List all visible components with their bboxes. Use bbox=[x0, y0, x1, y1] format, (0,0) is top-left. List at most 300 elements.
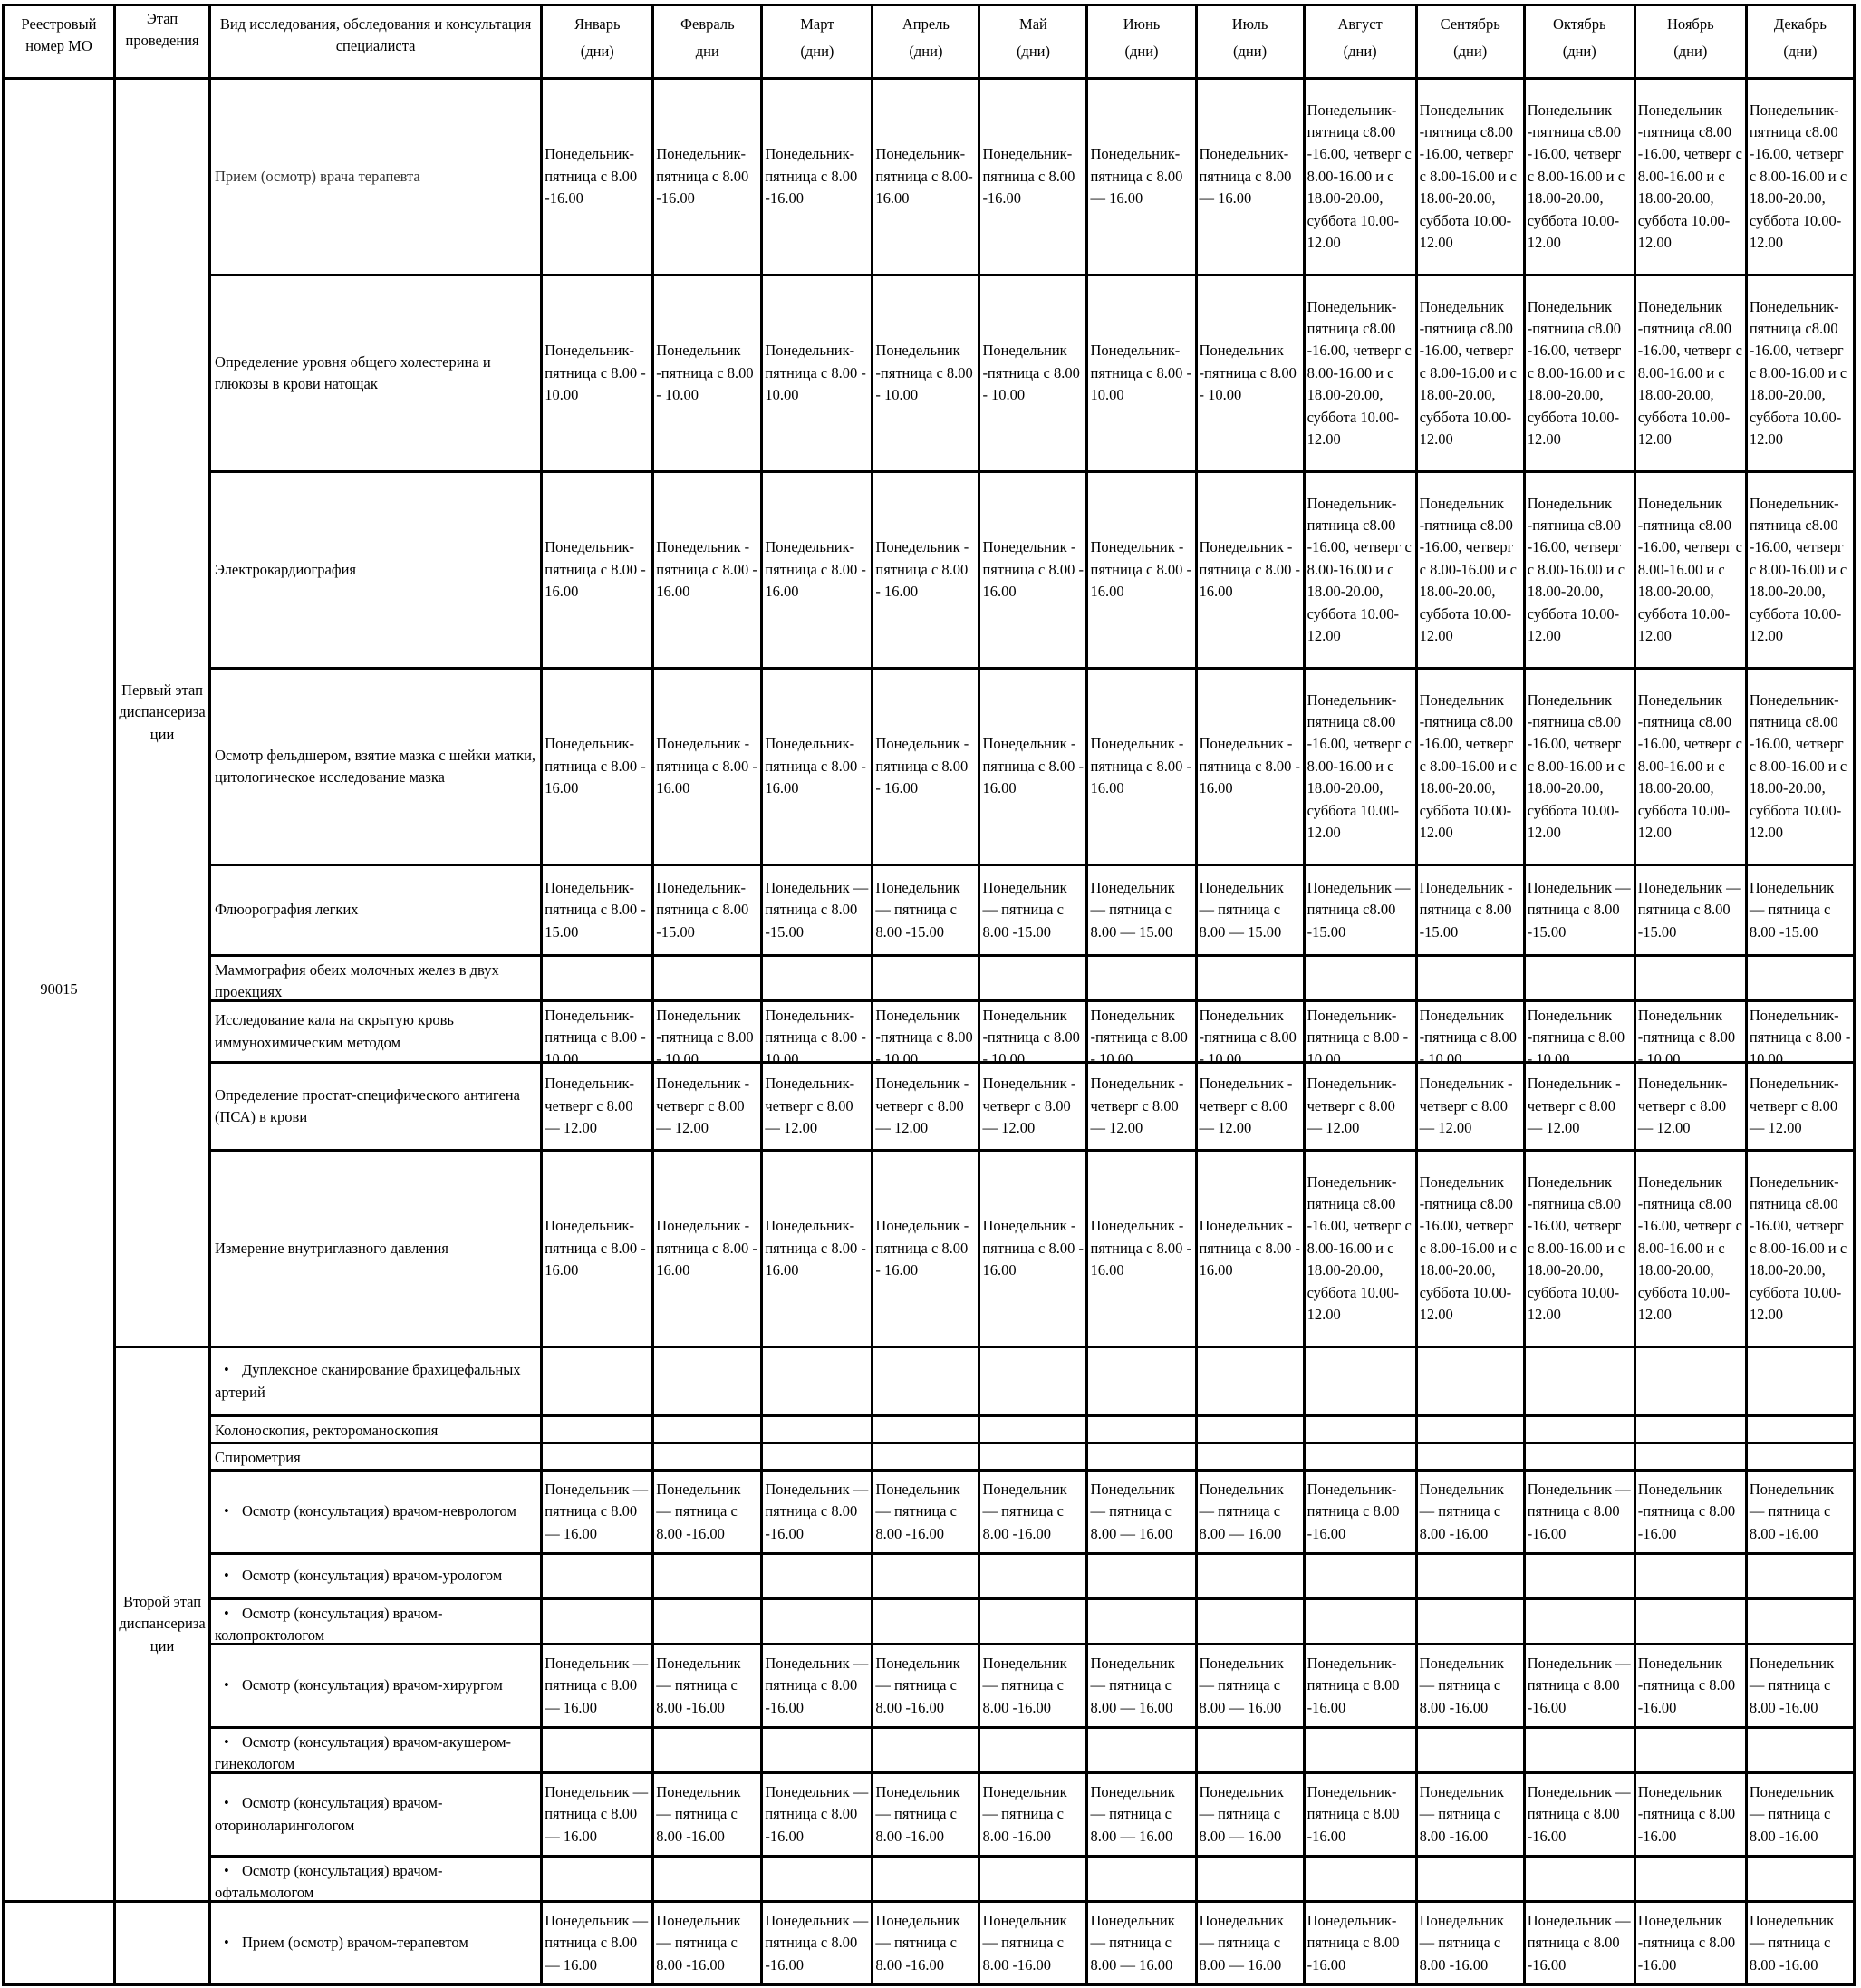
schedule-cell bbox=[1416, 1443, 1524, 1471]
schedule-text: Понедельник -пятница с8.00 -16.00, четверг с 8.00-16.00 и с 18.00-20.00, суббота 10.00-12.00 bbox=[1527, 494, 1625, 645]
service-name-cell bbox=[210, 865, 542, 956]
schedule-cell bbox=[1524, 1645, 1634, 1728]
schedule-text: Понедельник -пятница с8.00 -16.00, четверг с 8.00-16.00 и с 18.00-20.00, суббота 10.00-12.00 bbox=[1637, 690, 1742, 842]
schedule-cell bbox=[1087, 1599, 1196, 1645]
schedule-cell bbox=[1196, 1599, 1304, 1645]
schedule-text: Понедельник-пятница с 8.00 -16.00 bbox=[1307, 1654, 1400, 1716]
table-row bbox=[4, 956, 1855, 1001]
schedule-cell bbox=[1746, 1645, 1854, 1728]
schedule-cell bbox=[1524, 956, 1634, 1001]
schedule-text: Понедельник -пятница с8.00 -16.00, четверг с 8.00-16.00 и с 18.00-20.00, суббота 10.00-12.00 bbox=[1637, 101, 1742, 252]
schedule-cell bbox=[542, 1443, 653, 1471]
schedule-cell bbox=[979, 956, 1087, 1001]
schedule-text: Понедельник — пятница с 8.00 -16.00 bbox=[875, 1911, 960, 1974]
schedule-cell bbox=[1304, 1645, 1416, 1728]
schedule-text: Понедельник-пятница с8.00 -16.00, четверг с 8.00-16.00 и с 18.00-20.00, суббота 10.00-12.00 bbox=[1307, 297, 1412, 449]
schedule-text: Понедельник-пятница с 8.00 - 10.00 bbox=[545, 342, 646, 404]
schedule-text: Понедельник-пятница с8.00 -16.00, четверг с 8.00-16.00 и с 18.00-20.00, суббота 10.00-12.00 bbox=[1307, 494, 1412, 645]
schedule-text: Понедельник - пятница с 8.00 - 16.00 bbox=[1090, 1217, 1191, 1279]
service-name: Определение простат-специфического антигена (ПСА) в крови bbox=[215, 1086, 520, 1125]
schedule-cell bbox=[1634, 1471, 1746, 1554]
schedule-text: Понедельник-пятница с 8.00 - 10.00 bbox=[765, 1006, 866, 1068]
schedule-cell bbox=[873, 956, 979, 1001]
schedule-text: Понедельник — пятница с 8.00 — 16.00 bbox=[545, 1911, 649, 1974]
schedule-text: Понедельник -пятница с 8.00 - 10.00 bbox=[875, 1006, 973, 1068]
schedule-cell bbox=[653, 956, 762, 1001]
schedule-text: Понедельник — пятница с 8.00 — 16.00 bbox=[545, 1480, 649, 1542]
schedule-cell bbox=[1416, 472, 1524, 669]
schedule-cell bbox=[979, 1001, 1087, 1068]
service-name: Прием (осмотр) врача терапевта bbox=[215, 167, 420, 185]
schedule-cell bbox=[1634, 1599, 1746, 1645]
table-row bbox=[4, 1554, 1855, 1599]
schedule-cell bbox=[1196, 1443, 1304, 1471]
service-name-cell bbox=[210, 1471, 542, 1554]
schedule-cell bbox=[873, 275, 979, 472]
schedule-cell bbox=[762, 79, 873, 275]
service-name-cell bbox=[210, 1599, 542, 1645]
schedule-cell bbox=[762, 1151, 873, 1347]
table-row bbox=[4, 1471, 1855, 1554]
schedule-cell bbox=[1746, 1902, 1854, 1985]
schedule-text: Понедельник — пятница с 8.00 -15.00 bbox=[1637, 878, 1741, 941]
schedule-text: Понедельник - пятница с 8.00 - 16.00 bbox=[982, 735, 1084, 797]
schedule-text: Понедельник — пятница с 8.00 -16.00 bbox=[1527, 1480, 1631, 1542]
schedule-cell bbox=[1087, 1471, 1196, 1554]
service-name: Определение уровня общего холестерина и глюкозы в крови натощак bbox=[215, 352, 491, 392]
schedule-cell bbox=[873, 1347, 979, 1416]
schedule-cell bbox=[1746, 669, 1854, 865]
schedule-cell bbox=[1746, 1443, 1854, 1471]
service-name-cell bbox=[210, 1443, 542, 1471]
schedule-cell bbox=[979, 865, 1087, 956]
schedule-cell bbox=[1524, 1443, 1634, 1471]
schedule-text: Понедельник -пятница с 8.00 -16.00 bbox=[1637, 1654, 1736, 1716]
schedule-text: Понедельник-пятница с 8.00 - 16.00 bbox=[765, 538, 866, 601]
service-name-cell bbox=[210, 1857, 542, 1902]
schedule-cell bbox=[979, 1728, 1087, 1773]
schedule-text: Понедельник — пятница с 8.00 -16.00 bbox=[656, 1782, 741, 1845]
schedule-cell bbox=[873, 1471, 979, 1554]
schedule-cell bbox=[1524, 1773, 1634, 1857]
schedule-cell bbox=[653, 1471, 762, 1554]
service-name: Осмотр (консультация) врачом-оториноларингологом bbox=[215, 1794, 443, 1834]
schedule-text: Понедельник-четверг с 8.00 — 12.00 bbox=[1637, 1075, 1728, 1137]
schedule-text: Понедельник -пятница с8.00 -16.00, четверг с 8.00-16.00 и с 18.00-20.00, суббота 10.00-12.00 bbox=[1419, 297, 1518, 449]
schedule-text: Понедельник - пятница с 8.00 - 16.00 bbox=[982, 538, 1084, 601]
schedule-cell bbox=[542, 956, 653, 1001]
schedule-cell bbox=[542, 1063, 653, 1151]
schedule-text: Понедельник — пятница с8.00 -15.00 bbox=[1307, 878, 1411, 941]
schedule-cell bbox=[1196, 1347, 1304, 1416]
schedule-text: Понедельник - пятница с 8.00 - 16.00 bbox=[656, 538, 757, 601]
schedule-text: Понедельник -пятница с 8.00 - 10.00 bbox=[656, 1006, 754, 1068]
schedule-text: Понедельник — пятница с 8.00 -16.00 bbox=[1749, 1480, 1835, 1542]
schedule-cell bbox=[1304, 1347, 1416, 1416]
schedule-text: Понедельник — пятница с 8.00 -16.00 bbox=[1749, 1782, 1835, 1845]
schedule-text: Понедельник-пятница с 8.00 -16.00 bbox=[545, 145, 638, 207]
reg-number-cell: 90015 bbox=[4, 79, 115, 1902]
schedule-text: Понедельник-пятница с 8.00 - 16.00 bbox=[765, 735, 866, 797]
schedule-cell bbox=[653, 865, 762, 956]
schedule-text: Понедельник-четверг с 8.00 — 12.00 bbox=[1307, 1075, 1397, 1137]
schedule-cell bbox=[1196, 1645, 1304, 1728]
schedule-text: Понедельник-пятница с 8.00 — 16.00 bbox=[1199, 145, 1292, 207]
schedule-cell bbox=[873, 1554, 979, 1599]
schedule-text: Понедельник -пятница с 8.00 - 10.00 bbox=[982, 342, 1080, 404]
schedule-text: Понедельник — пятница с 8.00 -16.00 bbox=[765, 1654, 869, 1716]
schedule-cell bbox=[542, 1001, 653, 1068]
service-name-cell bbox=[210, 1902, 542, 1985]
schedule-cell bbox=[1634, 956, 1746, 1001]
col-header-month: Август (дни) bbox=[1304, 5, 1416, 79]
table-row bbox=[4, 669, 1855, 865]
schedule-cell bbox=[1087, 1773, 1196, 1857]
schedule-cell bbox=[1634, 1645, 1746, 1728]
schedule-text: Понедельник - четверг с 8.00 — 12.00 bbox=[875, 1075, 969, 1137]
schedule-text: Понедельник-пятница с8.00 -16.00, четверг с 8.00-16.00 и с 18.00-20.00, суббота 10.00-12.00 bbox=[1749, 690, 1847, 842]
schedule-cell bbox=[979, 669, 1087, 865]
schedule-text: Понедельник — пятница с 8.00 -15.00 bbox=[875, 878, 960, 941]
schedule-cell bbox=[1416, 669, 1524, 865]
schedule-cell bbox=[1196, 1857, 1304, 1902]
service-name-cell bbox=[210, 1773, 542, 1857]
schedule-text: Понедельник - пятница с 8.00 - 16.00 bbox=[875, 538, 969, 601]
schedule-text: Понедельник -пятница с8.00 -16.00, четверг с 8.00-16.00 и с 18.00-20.00, суббота 10.00-12.00 bbox=[1637, 1173, 1742, 1324]
service-name-cell bbox=[210, 1001, 542, 1063]
schedule-cell bbox=[1087, 1001, 1196, 1068]
schedule-text: Понедельник — пятница с 8.00 -15.00 bbox=[982, 878, 1067, 941]
schedule-text: Понедельник -пятница с8.00 -16.00, четверг с 8.00-16.00 и с 18.00-20.00, суббота 10.00-12.00 bbox=[1419, 1173, 1518, 1324]
schedule-cell bbox=[762, 1416, 873, 1443]
table-row bbox=[4, 472, 1855, 669]
schedule-text: Понедельник — пятница с 8.00 -16.00 bbox=[1419, 1480, 1504, 1542]
schedule-cell bbox=[542, 669, 653, 865]
schedule-cell bbox=[1087, 472, 1196, 669]
schedule-cell bbox=[1746, 1857, 1854, 1902]
table-row bbox=[4, 1151, 1855, 1347]
schedule-cell bbox=[762, 1645, 873, 1728]
schedule-text: Понедельник -пятница с 8.00 - 10.00 bbox=[1090, 1006, 1188, 1068]
schedule-cell bbox=[762, 1471, 873, 1554]
schedule-cell bbox=[1634, 472, 1746, 669]
schedule-text: Понедельник-пятница с8.00 -16.00, четверг с 8.00-16.00 и с 18.00-20.00, суббота 10.00-12.00 bbox=[1749, 297, 1847, 449]
schedule-cell bbox=[762, 1902, 873, 1985]
schedule-text: Понедельник-пятница с 8.00 -16.00 bbox=[656, 145, 749, 207]
schedule-cell bbox=[1746, 79, 1854, 275]
schedule-cell bbox=[1196, 79, 1304, 275]
schedule-cell bbox=[762, 1001, 873, 1068]
col-header-month: Декабрь (дни) bbox=[1746, 5, 1854, 79]
schedule-cell bbox=[1634, 1554, 1746, 1599]
schedule-cell bbox=[1416, 79, 1524, 275]
schedule-cell bbox=[1087, 865, 1196, 956]
schedule-cell bbox=[1634, 865, 1746, 956]
table-row bbox=[4, 1063, 1855, 1151]
schedule-cell bbox=[873, 1902, 979, 1985]
schedule-text: Понедельник-пятница с 8.00 - 16.00 bbox=[545, 735, 646, 797]
service-name: Маммография обеих молочных желез в двух проекциях bbox=[215, 960, 499, 1000]
schedule-cell bbox=[1746, 1471, 1854, 1554]
schedule-cell bbox=[1416, 1728, 1524, 1773]
schedule-cell bbox=[1304, 1063, 1416, 1151]
schedule-cell bbox=[1634, 1773, 1746, 1857]
schedule-cell bbox=[1416, 1063, 1524, 1151]
schedule-cell bbox=[1087, 956, 1196, 1001]
schedule-text: Понедельник — пятница с 8.00 -16.00 bbox=[1749, 1911, 1835, 1974]
schedule-cell bbox=[1196, 275, 1304, 472]
schedule-cell bbox=[1087, 1728, 1196, 1773]
schedule-cell bbox=[1304, 1728, 1416, 1773]
schedule-cell bbox=[653, 1554, 762, 1599]
schedule-cell bbox=[653, 1416, 762, 1443]
schedule-cell bbox=[762, 1554, 873, 1599]
schedule-cell bbox=[873, 79, 979, 275]
table-row bbox=[4, 1001, 1855, 1063]
schedule-text: Понедельник - пятница с 8.00 - 16.00 bbox=[982, 1217, 1084, 1279]
schedule-text: Понедельник -пятница с8.00 -16.00, четверг с 8.00-16.00 и с 18.00-20.00, суббота 10.00-12.00 bbox=[1419, 690, 1518, 842]
schedule-text: Понедельник — пятница с 8.00 -16.00 bbox=[1527, 1654, 1631, 1716]
schedule-text: Понедельник — пятница с 8.00 — 15.00 bbox=[1090, 878, 1175, 941]
table-row bbox=[4, 1599, 1855, 1645]
schedule-text: Понедельник — пятница с 8.00 -16.00 bbox=[1419, 1782, 1504, 1845]
schedule-cell bbox=[542, 1151, 653, 1347]
schedule-cell bbox=[1304, 1902, 1416, 1985]
schedule-cell bbox=[1087, 1347, 1196, 1416]
schedule-cell bbox=[653, 1728, 762, 1773]
col-header-month: Май (дни) bbox=[979, 5, 1087, 79]
col-header-stage: Этап проведения bbox=[115, 5, 210, 79]
schedule-text: Понедельник -пятница с 8.00 - 10.00 bbox=[656, 342, 754, 404]
schedule-cell bbox=[1087, 1554, 1196, 1599]
schedule-text: Понедельник -пятница с8.00 -16.00, четверг с 8.00-16.00 и с 18.00-20.00, суббота 10.00-12.00 bbox=[1637, 297, 1742, 449]
schedule-text: Понедельник -пятница с8.00 -16.00, четверг с 8.00-16.00 и с 18.00-20.00, суббота 10.00-12.00 bbox=[1637, 494, 1742, 645]
table-row bbox=[4, 1728, 1855, 1773]
schedule-cell bbox=[979, 79, 1087, 275]
schedule-cell bbox=[1746, 275, 1854, 472]
schedule-cell bbox=[1524, 1471, 1634, 1554]
schedule-text: Понедельник -пятница с 8.00 - 10.00 bbox=[1419, 1006, 1518, 1068]
schedule-cell bbox=[979, 275, 1087, 472]
schedule-cell bbox=[873, 1151, 979, 1347]
schedule-text: Понедельник — пятница с 8.00 — 16.00 bbox=[1090, 1911, 1175, 1974]
schedule-text: Понедельник — пятница с 8.00 — 16.00 bbox=[545, 1654, 649, 1716]
service-name-cell bbox=[210, 79, 542, 275]
schedule-text: Понедельник-пятница с 8.00 - 15.00 bbox=[545, 878, 646, 941]
schedule-cell bbox=[762, 1728, 873, 1773]
service-name: Флюорография легких bbox=[215, 901, 359, 919]
schedule-cell bbox=[1196, 1063, 1304, 1151]
schedule-cell bbox=[542, 1645, 653, 1728]
schedule-cell bbox=[1196, 865, 1304, 956]
schedule-text: Понедельник -пятница с 8.00 -16.00 bbox=[1637, 1911, 1736, 1974]
schedule-cell bbox=[979, 1645, 1087, 1728]
schedule-text: Понедельник -пятница с 8.00 - 10.00 bbox=[1199, 1006, 1297, 1068]
service-name: Электрокардиография bbox=[215, 560, 356, 578]
schedule-text: Понедельник - пятница с 8.00 - 16.00 bbox=[1199, 735, 1301, 797]
table-row bbox=[4, 1773, 1855, 1857]
schedule-cell bbox=[762, 1857, 873, 1902]
service-name-cell bbox=[210, 1645, 542, 1728]
schedule-cell bbox=[653, 1902, 762, 1985]
service-name: Осмотр (консультация) врачом-урологом bbox=[242, 1567, 503, 1585]
schedule-text: Понедельник-пятница с 8.00 - 16.00 bbox=[545, 1217, 646, 1279]
schedule-cell bbox=[1304, 669, 1416, 865]
schedule-cell bbox=[1634, 275, 1746, 472]
stage-2-cell: Второй этап диспансеризации bbox=[115, 1347, 210, 1902]
schedule-cell bbox=[1524, 1416, 1634, 1443]
schedule-cell bbox=[1304, 865, 1416, 956]
schedule-cell bbox=[1416, 1857, 1524, 1902]
schedule-text: Понедельник-пятница с 8.00 -16.00 bbox=[1307, 1782, 1400, 1845]
schedule-cell bbox=[542, 1347, 653, 1416]
schedule-cell bbox=[1524, 1347, 1634, 1416]
schedule-cell bbox=[873, 1063, 979, 1151]
schedule-cell bbox=[1304, 1001, 1416, 1068]
schedule-cell bbox=[1196, 1902, 1304, 1985]
schedule-cell bbox=[1087, 79, 1196, 275]
schedule-cell bbox=[1304, 1773, 1416, 1857]
schedule-cell bbox=[1304, 1471, 1416, 1554]
schedule-cell bbox=[1416, 1471, 1524, 1554]
schedule-cell bbox=[1196, 669, 1304, 865]
schedule-cell bbox=[653, 1645, 762, 1728]
schedule-cell bbox=[1634, 1902, 1746, 1985]
table-row bbox=[4, 275, 1855, 472]
schedule-cell bbox=[1524, 472, 1634, 669]
col-header-month: Июль (дни) bbox=[1196, 5, 1304, 79]
schedule-cell bbox=[653, 1151, 762, 1347]
schedule-text: Понедельник — пятница с 8.00 -16.00 bbox=[1419, 1911, 1504, 1974]
service-name-cell bbox=[210, 1728, 542, 1773]
schedule-cell bbox=[542, 275, 653, 472]
service-name-cell bbox=[210, 1416, 542, 1443]
schedule-cell bbox=[1087, 1151, 1196, 1347]
schedule-text: Понедельник — пятница с 8.00 -15.00 bbox=[1749, 878, 1835, 941]
schedule-text: Понедельник-четверг с 8.00 — 12.00 bbox=[765, 1075, 855, 1137]
schedule-cell bbox=[1416, 865, 1524, 956]
schedule-text: Понедельник -пятница с8.00 -16.00, четверг с 8.00-16.00 и с 18.00-20.00, суббота 10.00-12.00 bbox=[1527, 101, 1625, 252]
schedule-cell bbox=[1087, 275, 1196, 472]
schedule-text: Понедельник-пятница с 8.00 - 10.00 bbox=[1090, 342, 1191, 404]
service-name: Прием (осмотр) врачом-терапевтом bbox=[242, 1934, 468, 1952]
schedule-text: Понедельник-четверг с 8.00 — 12.00 bbox=[545, 1075, 634, 1137]
schedule-text: Понедельник -пятница с8.00 -16.00, четверг с 8.00-16.00 и с 18.00-20.00, суббота 10.00-12.00 bbox=[1527, 1173, 1625, 1324]
schedule-text: Понедельник - пятница с 8.00 - 16.00 bbox=[875, 1217, 969, 1279]
schedule-text: Понедельник — пятница с 8.00 -16.00 bbox=[982, 1480, 1067, 1542]
schedule-cell bbox=[1087, 1645, 1196, 1728]
schedule-cell bbox=[979, 1599, 1087, 1645]
schedule-cell bbox=[1196, 1554, 1304, 1599]
schedule-cell bbox=[1634, 1347, 1746, 1416]
schedule-cell bbox=[542, 1902, 653, 1985]
schedule-cell bbox=[1524, 1599, 1634, 1645]
service-name: Дуплексное сканирование брахицефальных артерий bbox=[215, 1361, 521, 1401]
service-name: Осмотр (консультация) врачом-неврологом bbox=[242, 1502, 516, 1520]
schedule-cell bbox=[1746, 1063, 1854, 1151]
schedule-cell bbox=[1746, 1001, 1854, 1068]
schedule-text: Понедельник-пятница с 8.00 - 10.00 bbox=[1749, 1006, 1851, 1068]
service-name: Осмотр фельдшером, взятие мазка с шейки матки, цитологическое исследование мазка bbox=[215, 746, 536, 786]
service-name: Осмотр (консультация) врачом-офтальмологом bbox=[215, 1861, 443, 1901]
schedule-cell bbox=[1524, 1857, 1634, 1902]
schedule-text: Понедельник-пятница с8.00 -16.00, четверг с 8.00-16.00 и с 18.00-20.00, суббота 10.00-12.00 bbox=[1749, 1173, 1847, 1324]
schedule-text: Понедельник-пятница с8.00 -16.00, четверг с 8.00-16.00 и с 18.00-20.00, суббота 10.00-12.00 bbox=[1749, 101, 1847, 252]
col-header-month: Ноябрь (дни) bbox=[1634, 5, 1746, 79]
schedule-cell bbox=[1416, 275, 1524, 472]
schedule-cell bbox=[1304, 1857, 1416, 1902]
schedule-cell bbox=[1196, 1728, 1304, 1773]
schedule-cell bbox=[1416, 1347, 1524, 1416]
schedule-cell bbox=[653, 1443, 762, 1471]
stage-cell-empty bbox=[115, 1902, 210, 1985]
schedule-cell bbox=[1634, 1151, 1746, 1347]
col-header-month: Сентябрь (дни) bbox=[1416, 5, 1524, 79]
schedule-text: Понедельник — пятница с 8.00 -15.00 bbox=[765, 878, 869, 941]
schedule-cell bbox=[762, 1347, 873, 1416]
schedule-cell bbox=[1524, 865, 1634, 956]
col-header-reg-number: Реестровый номер МО bbox=[4, 5, 115, 79]
service-name: Колоноскопия, ректороманоскопия bbox=[215, 1421, 439, 1439]
col-header-month: Июнь (дни) bbox=[1087, 5, 1196, 79]
schedule-text: Понедельник — пятница с 8.00 -16.00 bbox=[1527, 1911, 1631, 1974]
schedule-text: Понедельник-пятница с8.00 -16.00, четверг с 8.00-16.00 и с 18.00-20.00, суббота 10.00-12.00 bbox=[1307, 690, 1412, 842]
schedule-cell bbox=[762, 1599, 873, 1645]
schedule-text: Понедельник — пятница с 8.00 -16.00 bbox=[656, 1654, 741, 1716]
schedule-text: Понедельник-пятница с 8.00 -16.00 bbox=[1307, 1911, 1400, 1974]
schedule-cell bbox=[1746, 1554, 1854, 1599]
schedule-cell bbox=[873, 1728, 979, 1773]
schedule-text: Понедельник — пятница с 8.00 -16.00 bbox=[875, 1480, 960, 1542]
schedule-cell bbox=[542, 1773, 653, 1857]
schedule-text: Понедельник — пятница с 8.00 -16.00 bbox=[1527, 1782, 1631, 1845]
schedule-cell bbox=[653, 275, 762, 472]
stage-1-cell: Первый этап диспансеризации bbox=[115, 79, 210, 1347]
schedule-text: Понедельник -пятница с 8.00 - 10.00 bbox=[875, 342, 973, 404]
schedule-cell bbox=[1634, 1063, 1746, 1151]
schedule-cell bbox=[979, 1471, 1087, 1554]
schedule-text: Понедельник - пятница с 8.00 - 16.00 bbox=[656, 1217, 757, 1279]
schedule-cell bbox=[873, 865, 979, 956]
schedule-text: Понедельник-пятница с8.00 -16.00, четверг с 8.00-16.00 и с 18.00-20.00, суббота 10.00-12.00 bbox=[1307, 1173, 1412, 1324]
schedule-cell bbox=[873, 669, 979, 865]
schedule-text: Понедельник — пятница с 8.00 -16.00 bbox=[1749, 1654, 1835, 1716]
schedule-text: Понедельник — пятница с 8.00 -16.00 bbox=[765, 1782, 869, 1845]
service-name-cell bbox=[210, 275, 542, 472]
schedule-text: Понедельник - четверг с 8.00 — 12.00 bbox=[1527, 1075, 1621, 1137]
schedule-text: Понедельник — пятница с 8.00 -16.00 bbox=[982, 1782, 1067, 1845]
schedule-cell bbox=[1524, 1902, 1634, 1985]
schedule-cell bbox=[1196, 1001, 1304, 1068]
schedule-cell bbox=[1524, 1063, 1634, 1151]
service-name: Спирометрия bbox=[215, 1448, 301, 1466]
schedule-cell bbox=[1304, 1151, 1416, 1347]
schedule-text: Понедельник — пятница с 8.00 — 16.00 bbox=[1090, 1480, 1175, 1542]
schedule-cell bbox=[653, 1599, 762, 1645]
schedule-cell bbox=[1416, 1773, 1524, 1857]
schedule-cell bbox=[653, 1857, 762, 1902]
schedule-text: Понедельник-пятница с 8.00 - 10.00 bbox=[765, 342, 866, 404]
schedule-cell bbox=[762, 669, 873, 865]
schedule-text: Понедельник — пятница с 8.00 — 16.00 bbox=[1199, 1480, 1284, 1542]
schedule-cell bbox=[1416, 1151, 1524, 1347]
schedule-text: Понедельник - пятница с 8.00 - 16.00 bbox=[1199, 538, 1301, 601]
schedule-text: Понедельник — пятница с 8.00 -16.00 bbox=[765, 1480, 869, 1542]
schedule-text: Понедельник -пятница с8.00 -16.00, четверг с 8.00-16.00 и с 18.00-20.00, суббота 10.00-12.00 bbox=[1419, 101, 1518, 252]
schedule-cell bbox=[873, 1443, 979, 1471]
table-row bbox=[4, 1416, 1855, 1443]
header-row bbox=[4, 5, 1855, 79]
